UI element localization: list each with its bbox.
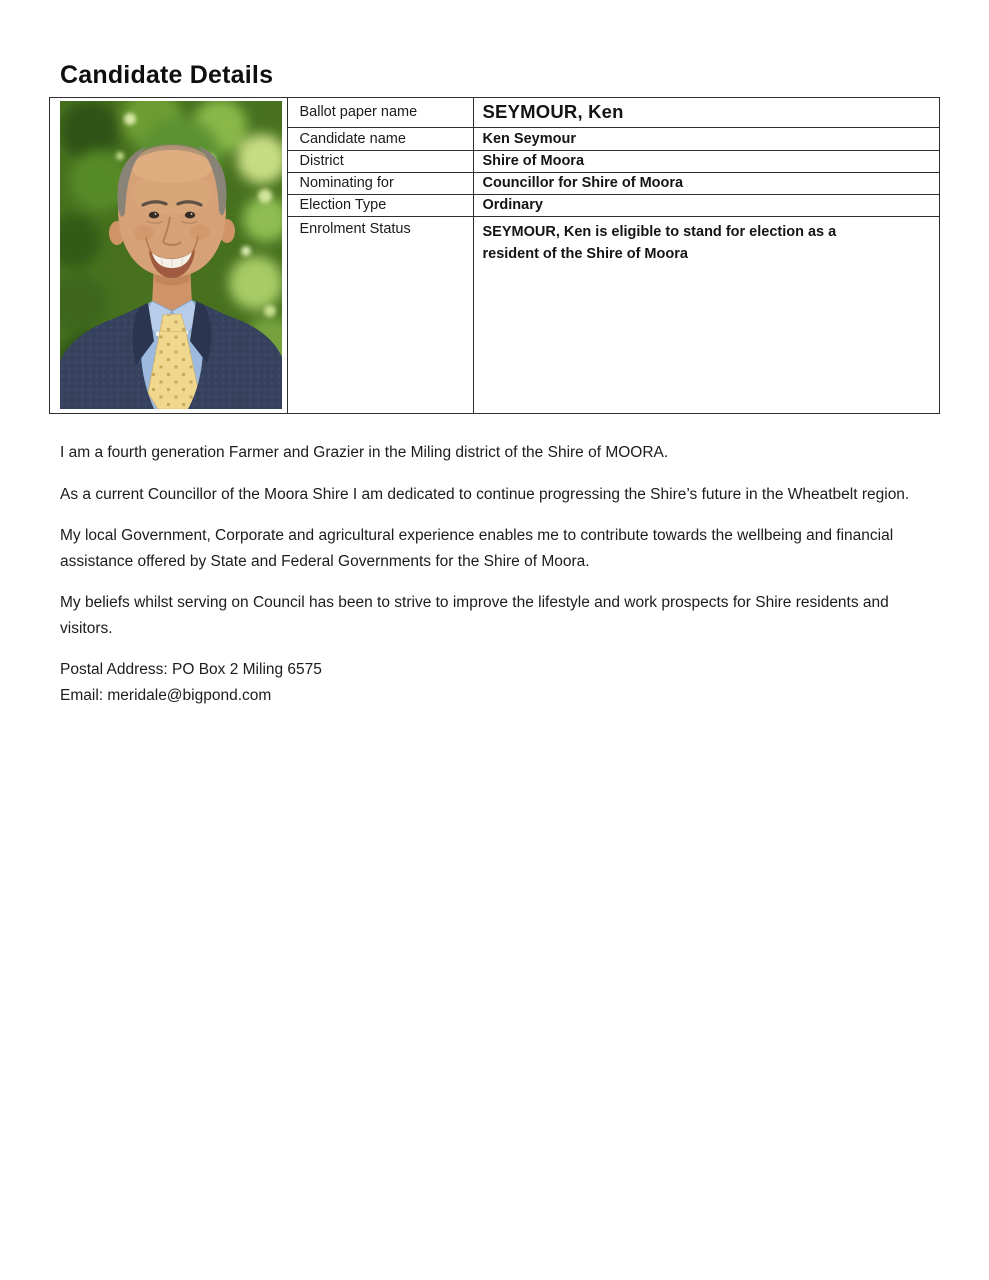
candidate-table: [49, 97, 940, 414]
postal-address-line: Postal Address: PO Box 2 Miling 6575: [60, 661, 322, 678]
statement-paragraph: My local Government, Corporate and agricultural experience enables me to contribute towards the wellbeing and financial assistance offered by State and Federal Governments for the Shire of Moora.: [60, 527, 894, 570]
row-value: SEYMOUR, Ken: [482, 101, 624, 123]
table-row-district: [288, 151, 940, 173]
contact-block: [60, 657, 940, 708]
row-value: SEYMOUR, Ken is eligible to stand for election as a resident of the Shire of Moora: [482, 223, 837, 262]
row-value: Ordinary: [482, 197, 543, 213]
candidate-statement: [60, 440, 940, 708]
row-value: Shire of Moora: [482, 153, 585, 169]
page-title: Candidate Details: [60, 61, 274, 89]
table-row-candidate-name: [288, 128, 940, 151]
candidate-photo-cell: [50, 98, 288, 413]
table-row-nominating-for: [288, 173, 940, 195]
statement-paragraph: I am a fourth generation Farmer and Grazier in the Miling district of the Shire of MOORA.: [60, 444, 669, 461]
table-row-election-type: [288, 195, 940, 217]
row-value: Councillor for Shire of Moora: [482, 175, 684, 191]
row-label: Ballot paper name: [288, 98, 474, 127]
row-label: Candidate name: [288, 128, 474, 150]
row-value: Ken Seymour: [482, 130, 576, 147]
table-row-enrolment-status: [288, 217, 940, 414]
candidate-detail-rows: [288, 98, 940, 413]
row-label: Nominating for: [288, 173, 474, 194]
row-label: District: [288, 151, 474, 172]
statement-paragraph: As a current Councillor of the Moora Shire I am dedicated to continue progressing the Shire’s future in the Wheatbelt region.: [60, 485, 910, 503]
candidate-portrait-illustration: [60, 101, 282, 409]
email-line: Email: meridale@bigpond.com: [60, 686, 272, 704]
table-row-ballot-paper-name: [288, 98, 940, 128]
row-label: Election Type: [288, 195, 474, 216]
row-label: Enrolment Status: [288, 217, 474, 414]
statement-paragraph: My beliefs whilst serving on Council has been to strive to improve the lifestyle and work prospects for Shire residents and visitors.: [60, 594, 889, 637]
candidate-photo: [60, 101, 282, 409]
